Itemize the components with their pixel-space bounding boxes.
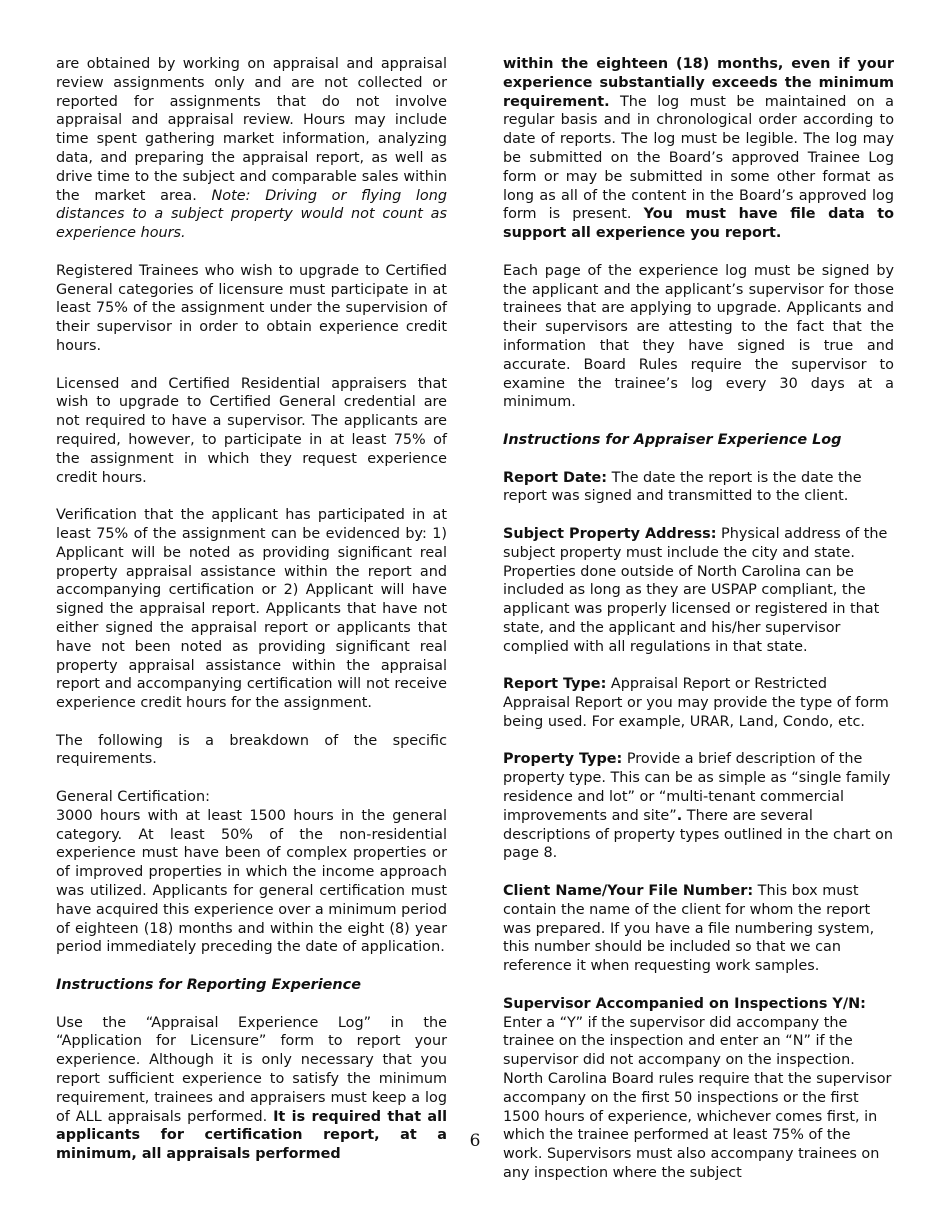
paragraph-experience-hours (56, 55, 447, 243)
heading-appraiser-experience-log: Instructions for Appraiser Experience Log (503, 431, 842, 448)
field-property-type (503, 750, 894, 863)
paragraph-text: Use the “Appraisal Experience Log” in the “Application for Licensure” form to report your experience. Although it is only necessary that you report sufficient experience to satisfy the minimum requirement, trainees and appraisers must keep a log of ALL appraisals performed. (56, 1014, 447, 1125)
report-date-label: Report Date: (503, 469, 608, 486)
report-type-text: Appraisal Report or Restricted Appraisal Report or you may provide the type of form being used. For example, URAR, Land, Condo, etc. (503, 676, 889, 730)
heading-reporting-experience: Instructions for Reporting Experience (56, 977, 361, 994)
bold-requirement: It is required that all applicants for certification report, at a minimum, all appraisals performed (56, 1108, 448, 1163)
paragraph-log-signatures: Each page of the experience log must be signed by the applicant and the applicant’s supervisor for those trainees that are applying to upgrade. Applicants and their supervisors are attesting to the fact that the information that they have signed is true and accurate. Board Rules require the supervisor to examine the trainee’s log every 30 days at a minimum. (503, 262, 894, 411)
client-name-text: This box must contain the name of the client for whom the report was prepared. If you have a file numbering system, this number should be included so that we can reference it when requesting work samples. (503, 883, 875, 975)
general-certification-label: General Certification: (56, 789, 210, 806)
paragraph-registered-trainees: Registered Trainees who wish to upgrade to Certified General categories of licensure must participate in at least 75% of the assignment under the supervision of their supervisor in order to obtain experience credit hours. (56, 262, 447, 354)
right-column (503, 55, 894, 1202)
bold-file-data: You must have file data to support all experience you report. (503, 206, 894, 242)
supervisor-accompanied-text: Enter a “Y” if the supervisor did accompany the trainee on the inspection and enter an “N” if the supervisor did not accompany on the inspection. North Carolina Board rules require that the supervisor accompany on the first 50 inspections or the first 1500 hours of experience, whichever comes first, in which the trainee performed at least 75% of the work. Supervisors must also accompany trainees on any inspection where the subject (503, 1014, 892, 1182)
paragraph-log-requirements (503, 55, 894, 243)
field-report-date (503, 469, 894, 507)
report-date-text: The date the report is the date the report was signed and transmitted to the client. (503, 469, 862, 505)
field-report-type (503, 675, 894, 731)
general-certification-text: 3000 hours with at least 1500 hours in the general category. At least 50% of the non-residential experience must have been of complex properties or of improved properties in which the income approach was utilized. Applicants for general certification must have acquired this experience over a minimum period of eighteen (18) months and within the eight (8) year period immediately preceding the date of application. (56, 807, 447, 956)
report-type-label: Report Type: (503, 676, 607, 693)
driving-note: Note: Driving or flying long distances to a subject property would not count as experience hours. (56, 187, 447, 242)
field-client-name (503, 882, 894, 976)
property-type-text-2: There are several descriptions of property types outlined in the chart on page 8. (503, 807, 893, 862)
subject-property-text: Physical address of the subject property must include the city and state. Properties done outside of North Carolina can be included as long as they are USPAP compliant, the applicant was properly licensed or registered in that state, and the applicant and his/her supervisor complied with all regulations in that state. (503, 525, 888, 655)
paragraph-text: The log must be maintained on a regular basis and in chronological order according to date of reports. The log must be legible. The log may be submitted on the Board’s approved Trainee Log form or may be submitted in some other format as long as all of the content in the Board’s approved log form is present. (503, 93, 894, 223)
client-name-label: Client Name/Your File Number: (503, 883, 754, 900)
subject-property-label: Subject Property Address: (503, 525, 717, 542)
paragraph-text: are obtained by working on appraisal and appraisal review assignments only and are not collected or reported for assignments that do not involve appraisal and appraisal review. Hours may include time spent gathering market information, analyzing data, and preparing the appraisal report, as well as drive time to the subject and comparable sales within the market area. (56, 56, 447, 204)
general-certification-block (56, 788, 447, 957)
bold-continuation: within the eighteen (18) months, even if your experience substantially exceeds the minimum requirement. (503, 56, 894, 110)
left-column (56, 55, 447, 1183)
property-type-period: . (676, 807, 683, 824)
paragraph-verification: Verification that the applicant has participated in at least 75% of the assignment can be evidenced by: 1) Applicant will be noted as providing significant real property appraisal assistance within the report and accompanying certification or 2) Applicant will have signed the appraisal report. Applicants that have not either signed the appraisal report or applicants that have not been noted as providing significant real property appraisal assistance within the appraisal report and accompanying certification will not receive experience credit hours for the assignment. (56, 507, 447, 712)
field-supervisor-accompanied (503, 995, 894, 1183)
supervisor-accompanied-label: Supervisor Accompanied on Inspections Y/N: (503, 995, 866, 1012)
page-number: 6 (469, 1131, 481, 1151)
property-type-text: Provide a brief description of the property type. This can be as simple as “single family residence and lot” or “multi-tenant commercial improvements and site” (503, 751, 891, 824)
paragraph-breakdown: The following is a breakdown of the specific requirements. (56, 732, 447, 768)
paragraph-licensed-certified: Licensed and Certified Residential appraisers that wish to upgrade to Certified General credential are not required to have a supervisor. The applicants are required, however, to participate in at least 75% of the assignment in which they request experience credit hours. (56, 375, 447, 486)
property-type-label: Property Type: (503, 751, 623, 768)
field-subject-property-address (503, 525, 894, 657)
